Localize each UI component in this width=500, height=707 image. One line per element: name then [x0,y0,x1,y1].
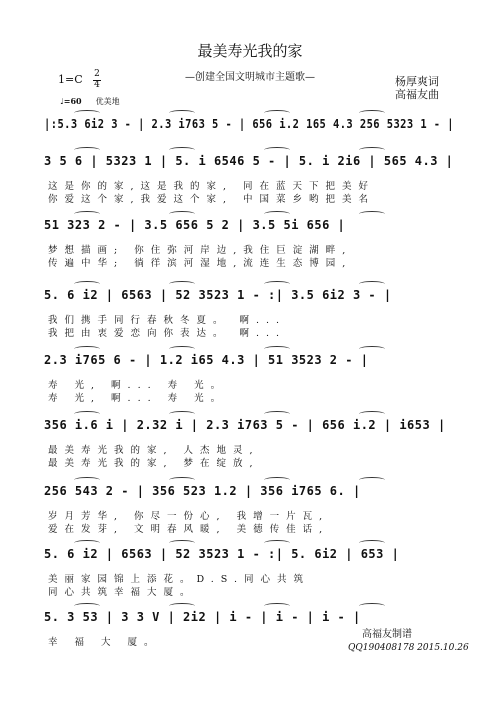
slur-mark [74,477,100,483]
slur-mark [359,477,385,483]
slur-mark [264,540,290,546]
slur-mark [169,540,195,546]
notation-line: |:5.3 6i2 3 - | 2.3 i763 5 - | 656 i.2 165 4.3 256 5323 1 - | [44,117,454,131]
lyric-verse-2: 传遍中华; 徜徉滨河湿地,流连生态博园, [48,258,353,269]
lyric-verse-1: 我们携手同行春秋冬夏。 啊... [48,315,287,326]
notation-line: 51 323 2 - | 3.5 656 5 2 | 3.5 5i 656 | [44,218,346,232]
tempo-marking [60,96,120,107]
slur-mark [74,603,100,609]
lyric-verse-2: 我把由衷爱恋向你表达。 啊... [48,328,287,339]
lyricist: 杨厚爽词 [395,75,439,88]
slur-mark [359,411,385,417]
slur-mark [359,147,385,153]
notation-line: 256 543 2 - | 356 523 1.2 | 356 i765 6. | [44,484,361,498]
notation-line: 5. 6 i2 | 6563 | 52 3523 1 - :| 5. 6i2 | 653 | [44,547,400,561]
arranger-credit: 高福友制谱 [362,629,412,640]
expression-marking: 优美地 [95,97,120,106]
lyric-verse-1: 幸 福 大 厦。 [48,637,161,648]
slur-mark [359,281,385,287]
key-signature: 1=C [58,73,83,86]
slur-mark [74,211,100,217]
song-title: 最美寿光我的家 [197,42,303,60]
slur-mark [264,411,290,417]
time-sig-bottom: 4 [94,80,100,90]
song-subtitle: —创建全国文明城市主题歌— [185,72,315,83]
time-sig-top: 2 [94,69,100,79]
lyric-verse-1: 美丽家园锦上添花。D.S.同心共筑 [48,574,310,585]
slur-mark [169,603,195,609]
slur-mark [264,346,290,352]
slur-mark [74,147,100,153]
tempo-value: ♩=60 [60,96,82,106]
notation-line: 5. 3 53 | 3 3 V | 2i2 | i - | i - | i - | [44,610,361,624]
lyric-verse-1: 岁月芳华, 你尽一份心, 我增一片瓦, [48,511,330,522]
slur-mark [74,346,100,352]
slur-mark [264,211,290,217]
notation-line: 3 5 6 | 5323 1 | 5. i 6546 5 - | 5. i 2i6 | 565 4.3 | [44,154,454,168]
slur-mark [74,281,100,287]
lyric-verse-1: 梦想描画; 你住弥河岸边,我住巨淀湖畔, [48,245,353,256]
lyric-verse-1: 这是你的家,这是我的家, 同在蓝天下把美好 [48,181,376,192]
slur-mark [264,147,290,153]
slur-mark [74,411,100,417]
slur-mark [169,477,195,483]
lyric-verse-2: 最美寿光我的家, 梦在绽放, [48,458,260,469]
lyric-verse-2: 爱在发芽, 文明春风暖, 美德传佳话, [48,524,330,535]
slur-mark [169,110,195,116]
slur-mark [264,110,290,116]
slur-mark [169,281,195,287]
slur-mark [74,540,100,546]
slur-mark [264,603,290,609]
slur-mark [359,211,385,217]
slur-mark [169,211,195,217]
slur-mark [359,346,385,352]
notation-line: 356 i.6 i | 2.32 i | 2.3 i763 5 - | 656 i.2 | i653 | [44,418,446,432]
slur-mark [169,147,195,153]
composer: 高福友曲 [395,88,439,101]
slur-mark [264,281,290,287]
lyric-verse-1: 寿 光, 啊... 寿 光。 [48,380,228,391]
notation-line: 2.3 i765 6 - | 1.2 i65 4.3 | 51 3523 2 - | [44,353,369,367]
slur-mark [359,603,385,609]
lyric-verse-2: 同心共筑幸福大厦。 [48,587,197,598]
slur-mark [359,540,385,546]
slur-mark [359,110,385,116]
lyric-verse-1: 最美寿光我的家, 人杰地灵, [48,445,260,456]
lyric-verse-2: 你爱这个家,我爱这个家, 中国菜乡哟把美名 [48,194,376,205]
slur-mark [74,110,100,116]
slur-mark [264,477,290,483]
notation-line: 5. 6 i2 | 6563 | 52 3523 1 - :| 3.5 6i2 3 - | [44,288,392,302]
credits [395,75,439,101]
slur-mark [169,346,195,352]
time-signature [93,70,101,90]
lyric-verse-2: 寿 光, 啊... 寿 光。 [48,393,228,404]
contact-info: QQ190408178 2015.10.26 [348,643,469,653]
slur-mark [169,411,195,417]
